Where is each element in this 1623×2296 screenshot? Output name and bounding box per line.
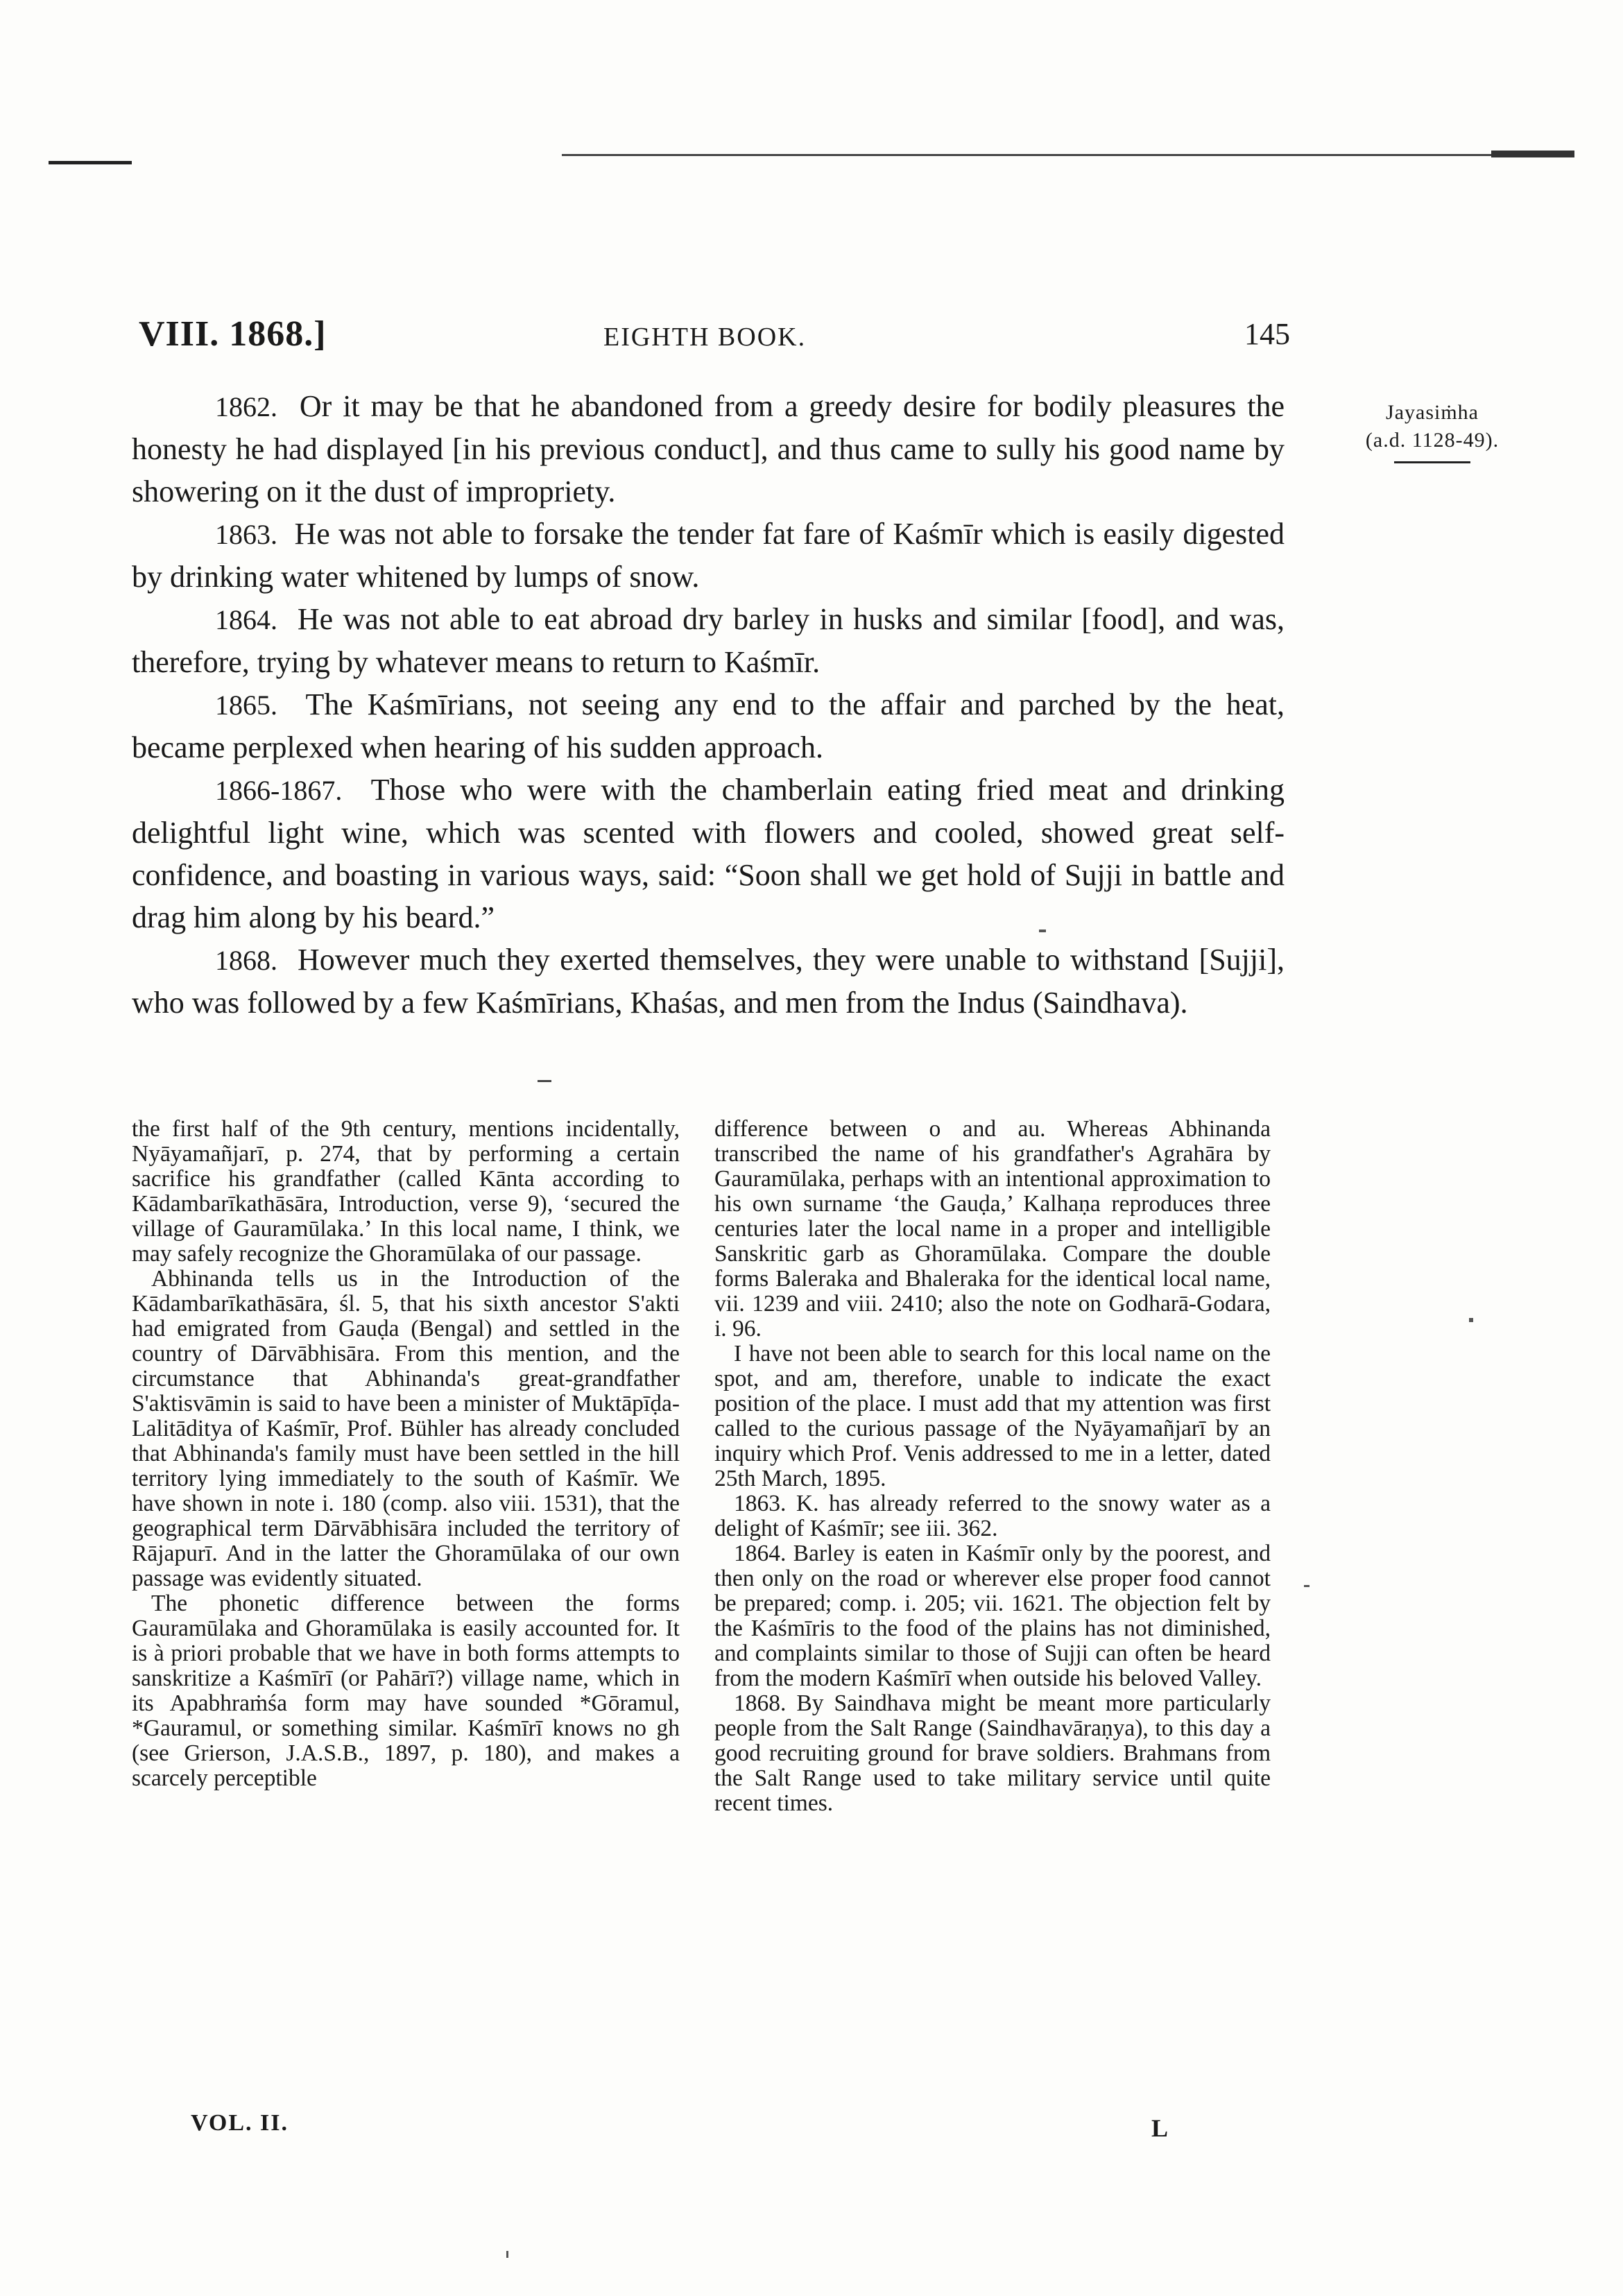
side-note-rule — [1394, 461, 1470, 463]
verse-text: Or it may be that he abandoned from a greedy desire for bodily pleasures the honesty he had displayed [in his previous conduct], and thus came to sully his good name by showering on it the dust of impropriety. — [132, 389, 1285, 508]
verse-1868 — [132, 939, 1285, 1024]
verse-1865 — [132, 683, 1285, 769]
verse-1864 — [132, 598, 1285, 683]
top-rule-left — [49, 161, 132, 164]
verse-1862 — [132, 385, 1285, 513]
footnotes-right-column — [714, 1117, 1271, 1816]
running-head-book-title: EIGHTH BOOK. — [603, 323, 807, 352]
footnotes-left-column — [132, 1117, 680, 1791]
top-rule-right — [562, 154, 1574, 156]
scan-speck — [1469, 1318, 1473, 1322]
page-number: 145 — [1244, 317, 1290, 351]
note-1863: 1863. K. has already referred to the snowy water as a delight of Kaśmīr; see iii. 362. — [714, 1491, 1271, 1541]
note-paragraph: difference between o and au. Whereas Abhinanda transcribed the name of his grandfather's Agrahāra by Gauramūlaka, perhaps with an intentional approximation to his own surname ‘the Gauḍa,’ Kalhaṇa reproduces three centuries later the local name in a proper and intelligible Sanskritic garb as Ghoramūlaka. Compare the double forms Baleraka and Bhaleraka for the identical local name, vii. 1239 and viii. 2410; also the note on Godharā-Godara, i. 96. — [714, 1116, 1271, 1342]
verse-1863 — [132, 513, 1285, 598]
note-paragraph: Abhinanda tells us in the Introduction of the Kādambarīkathāsāra, śl. 5, that his sixth ancestor S'akti had emigrated from Gauḍa (Bengal) and settled in the country of Dārvābhisāra. From this mention, and the circumstance that Abhinanda's great-grandfather S'aktisvāmin is said to have been a minister of Muktāpīḍa-Lalitāditya of Kaśmīr, Prof. Bühler has already concluded that Abhinanda's family must have been settled in the hill territory lying immediately to the south of Kaśmīr. We have shown in note i. 180 (comp. also viii. 1531), that the geographical term Dārvābhisāra included the territory of Rājapurī. And in the latter the Ghoramūlaka of our own passage was evidently situated. — [132, 1266, 680, 1591]
running-head — [139, 314, 1290, 369]
verse-number: 1864. — [215, 604, 277, 635]
verse-text: He was not able to eat abroad dry barley in husks and similar [food], and was, therefore, trying by whatever means to return to Kaśmīr. — [132, 602, 1285, 679]
section-divider-mark — [538, 1080, 551, 1082]
verse-number: 1862. — [215, 391, 277, 422]
signature-volume: VOL. II. — [191, 2110, 289, 2136]
verse-text: The Kaśmīrians, not seeing any end to the affair and parched by the heat, became perplexed when hearing of his sudden approach. — [132, 687, 1285, 764]
verse-text: He was not able to forsake the tender fat fare of Kaśmīr which is easily digested by drinking water whitened by lumps of snow. — [132, 517, 1285, 594]
margin-side-note — [1346, 399, 1519, 463]
scan-speck — [506, 2251, 508, 2258]
note-paragraph: the first half of the 9th century, mentions incidentally, Nyāyamañjarī, p. 274, that by performing a certain sacrifice his grandfather (called Kānta according to Kādambarīkathāsāra, Introduction, verse 9), ‘secured the village of Gauramūlaka.’ In this local name, I think, we may safely recognize the Ghoramūlaka of our passage. — [132, 1116, 680, 1267]
scan-speck — [1304, 1585, 1309, 1587]
note-1864: 1864. Barley is eaten in Kaśmīr only by the poorest, and then only on the road or wherever else proper food cannot be prepared; comp. i. 205; vii. 1621. The objection felt by the Kaśmīris to the food of the plains has not diminished, and complaints similar to those of Sujji can often be heard from the modern Kaśmīrī when outside his beloved Valley. — [714, 1541, 1271, 1691]
running-head-section: VIII. 1868.] — [139, 314, 327, 354]
verse-number: 1866-1867. — [215, 775, 343, 806]
verse-number: 1868. — [215, 945, 277, 976]
verse-1866-1867 — [132, 769, 1285, 939]
verse-translation — [132, 385, 1285, 1024]
side-note-dates: (a.d. 1128-49). — [1365, 429, 1500, 452]
note-paragraph: I have not been able to search for this local name on the spot, and am, therefore, unable to indicate the exact position of the place. I must add that my attention was first called to the curious passage of the Nyāyamañjarī by an inquiry which Prof. Venis addressed to me in a letter, dated 25th March, 1895. — [714, 1341, 1271, 1491]
verse-number: 1865. — [215, 689, 277, 721]
note-1868: 1868. By Saindhava might be meant more particularly people from the Salt Range (Saindhavāraṇya), to this day a good recruiting ground for brave soldiers. Brahmans from the Salt Range used to take military service until quite recent times. — [714, 1690, 1271, 1816]
verse-number: 1863. — [215, 519, 277, 550]
signature-letter: L — [1151, 2114, 1169, 2142]
verse-text: However much they exerted themselves, they were unable to withstand [Sujji], who was followed by a few Kaśmīrians, Khaśas, and men from the Indus (Saindhava). — [132, 943, 1285, 1020]
verse-text: Those who were with the chamberlain eating fried meat and drinking delightful light wine, which was scented with flowers and cooled, showed great self-confidence, and boasting in various ways, said: “Soon shall we get hold of Sujji in battle and drag him along by his beard.” — [132, 773, 1285, 934]
note-paragraph: The phonetic difference between the forms Gauramūlaka and Ghoramūlaka is easily accounted for. It is à priori probable that we have in both forms attempts to sanskritize a Kaśmīrī (or Pahārī?) village name, which in its Apabhraṁśa form may have sounded *Gōramul, *Gauramul, or something similar. Kaśmīrī knows no gh (see Grierson, J.A.S.B., 1897, p. 180), and makes a scarcely perceptible — [132, 1591, 680, 1791]
side-note-king: Jayasiṁha — [1386, 401, 1479, 424]
scan-speck — [1039, 929, 1046, 932]
